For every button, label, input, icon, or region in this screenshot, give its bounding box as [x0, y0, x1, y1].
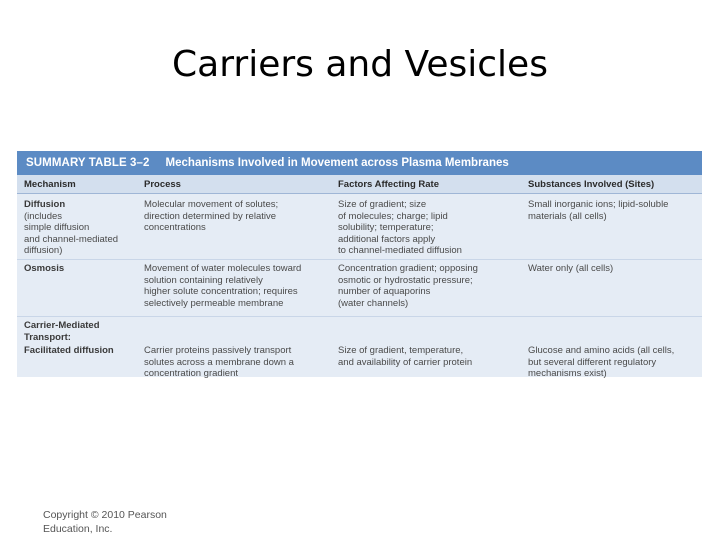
mechanism-cell: Osmosis	[24, 263, 65, 274]
column-header-factors: Factors Affecting Rate	[338, 178, 439, 190]
substances-cell: Glucose and amino acids (all cells, but several different regulatory mechanisms exist)	[528, 345, 675, 379]
process-cell: Movement of water molecules toward solution containing relatively higher solute concentration; requires selectively permeable membrane	[144, 263, 302, 309]
column-header-process: Process	[144, 178, 181, 190]
column-header-substances: Substances Involved (Sites)	[528, 178, 655, 190]
factors-cell: Size of gradient; size of molecules; charge; lipid solubility; temperature; additional factors apply to channel-mediated diffusion	[338, 199, 462, 256]
table-row-osmosis	[17, 260, 702, 317]
substances-cell: Small inorganic ions; lipid-soluble materials (all cells)	[528, 199, 669, 222]
table-title: Mechanisms Involved in Movement across Plasma Membranes	[165, 157, 509, 169]
table-row-facilitated-diffusion	[17, 344, 702, 385]
factors-cell: Concentration gradient; opposing osmotic or hydrostatic pressure; number of aquaporins (water channels)	[338, 263, 478, 309]
column-header-mechanism: Mechanism	[24, 178, 76, 190]
slide-title: Carriers and Vesicles	[172, 44, 548, 85]
table-header-bar	[17, 151, 702, 175]
table-row-carrier-mediated	[17, 317, 702, 344]
mechanism-note: (includes simple diffusion and channel-mediated diffusion)	[24, 210, 119, 256]
copyright-notice: Copyright © 2010 Pearson Education, Inc.	[43, 509, 167, 535]
process-cell: Carrier proteins passively transport solutes across a membrane down a concentration gradient	[144, 345, 294, 379]
mechanism-cell: Facilitated diffusion	[24, 345, 114, 356]
process-cell: Molecular movement of solutes; direction determined by relative concentrations	[144, 199, 279, 233]
substances-cell: Water only (all cells)	[528, 263, 614, 274]
column-header-row	[17, 175, 702, 194]
table-label: SUMMARY TABLE 3–2	[26, 157, 150, 169]
factors-cell: Size of gradient, temperature, and availability of carrier protein	[338, 345, 473, 368]
mechanism-cell: Diffusion	[24, 199, 66, 210]
summary-table	[17, 151, 702, 377]
mechanism-cell: Carrier-Mediated Transport:	[24, 320, 100, 343]
table-row-diffusion	[17, 194, 702, 260]
